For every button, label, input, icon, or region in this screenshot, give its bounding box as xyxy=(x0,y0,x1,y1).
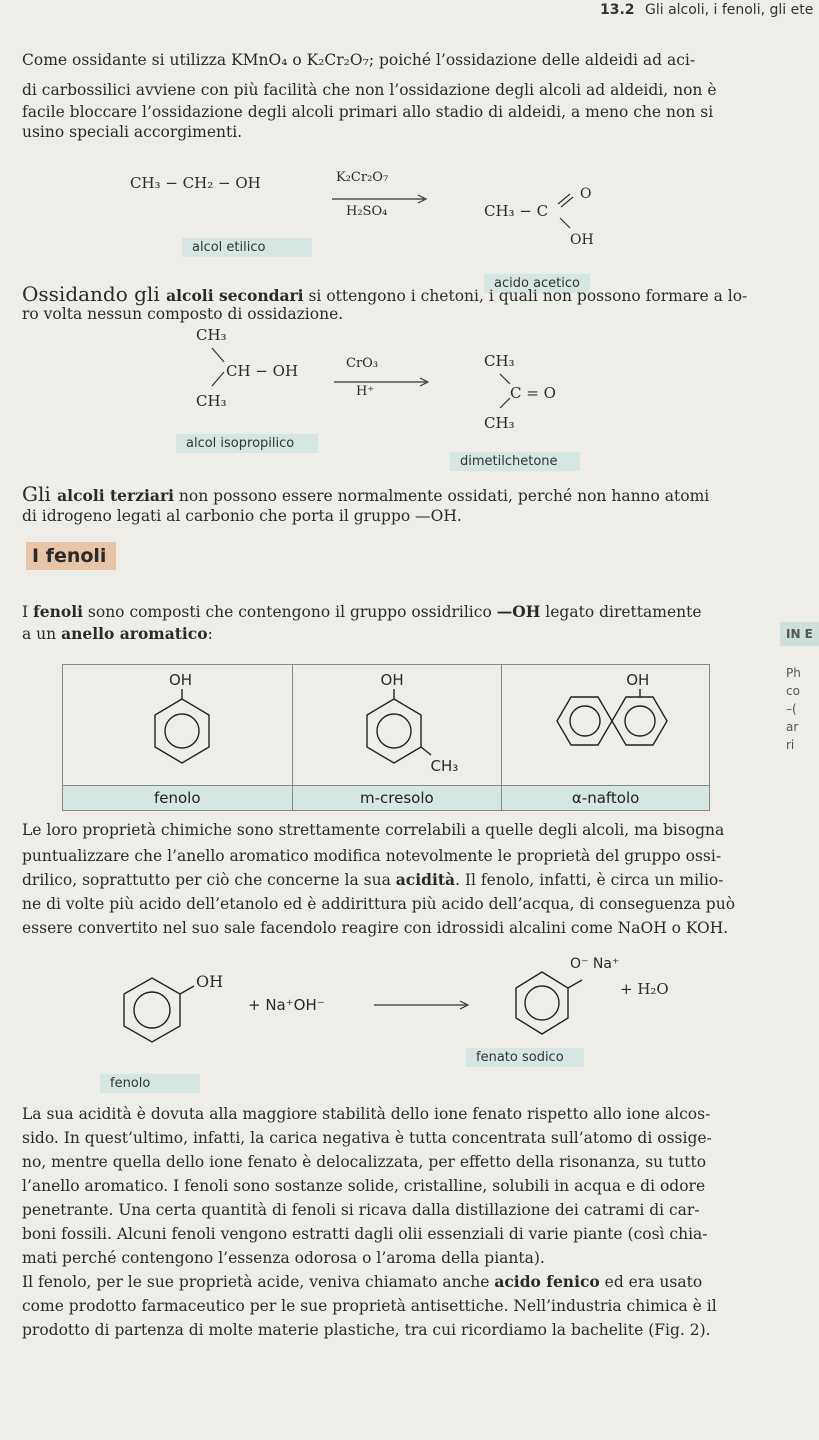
final-line-2: sido. In quest’ultimo, infatti, la carica negativa è tutta concentrata sull’atomo di ossige- xyxy=(22,1129,712,1147)
acetic-acid-formula: CH₃ − C xyxy=(484,202,549,220)
label-fenolo: fenolo xyxy=(100,1074,200,1093)
final-line-4: l’anello aromatico. I fenoli sono sostanze solide, cristalline, solubili in acqua e di odore xyxy=(22,1177,706,1195)
sidebar-line: Ph xyxy=(786,666,801,680)
label-dimetilchetone: dimetilchetone xyxy=(450,452,580,471)
sidebar-line: –( xyxy=(786,702,797,716)
m-cresolo-name: m-cresolo xyxy=(292,786,502,811)
naoh-reagent: + Na⁺OH⁻ xyxy=(248,996,325,1014)
phenolate-ion: O⁻ Na⁺ xyxy=(570,956,620,972)
properties-line-5: essere convertito nel suo sale facendolo reagire con idrossidi alcalini come NaOH o KOH. xyxy=(22,919,729,937)
ethanol-formula: CH₃ − CH₂ − OH xyxy=(130,174,261,192)
sidebar-heading: IN E xyxy=(780,622,819,646)
fenoli-def-line-2: a un anello aromatico: xyxy=(22,624,213,643)
properties-line-4: ne di volte più acido dell’etanolo ed è addirittura più acido dell’acqua, di conseguenza può xyxy=(22,895,736,913)
secondary-line-2: ro volta nessun composto di ossidazione. xyxy=(22,305,344,323)
sidebar-fragment xyxy=(786,664,801,754)
acetone-co: C = O xyxy=(510,384,556,402)
iso-ch3-bottom: CH₃ xyxy=(196,392,227,410)
benzene-ring-cresolo xyxy=(359,689,439,779)
m-cresolo-cell xyxy=(292,665,502,786)
final-line-1: La sua acidità è dovuta alla maggiore stabilità dello ione fenato rispetto allo ione alcos- xyxy=(22,1105,711,1123)
benzene-ring-fenolo xyxy=(147,689,217,779)
reagent-cro3: CrO₃ xyxy=(346,356,379,371)
final-line-5: penetrante. Una certa quantità di fenoli si ricava dalla distillazione dei catrami di car- xyxy=(22,1201,700,1219)
intro-line-4: usino speciali accorgimenti. xyxy=(22,123,243,141)
acetone-ch3-bottom: CH₃ xyxy=(484,414,515,432)
section-heading-fenoli: I fenoli xyxy=(26,542,116,570)
naftolo-oh: OH xyxy=(626,671,650,689)
section-title: Gli alcoli, i fenoli, gli ete xyxy=(645,2,814,18)
label-fenato-sodico: fenato sodico xyxy=(466,1048,584,1067)
properties-line-1: Le loro proprietà chimiche sono strettamente correlabili a quelle degli alcoli, ma bisogna xyxy=(22,821,725,839)
secondary-line-1: Ossidando gli alcoli secondari si ottengono i chetoni, i quali non possono formare a lo- xyxy=(22,282,748,306)
fenolo-oh: OH xyxy=(169,671,193,689)
final-line-9: come prodotto farmaceutico per le sue proprietà antisettiche. Nell’industria chimica è il xyxy=(22,1297,717,1315)
phenols-table xyxy=(62,664,710,811)
final-line-10: prodotto di partenza di molte materie plastiche, tra cui ricordiamo la bachelite (Fig. 2). xyxy=(22,1321,711,1339)
tertiary-line-1: Gli alcoli terziari non possono essere normalmente ossidati, perché non hanno atomi xyxy=(22,482,710,506)
final-line-7: mati perché contengono l’essenza odorosa o l’aroma della pianta). xyxy=(22,1249,545,1267)
m-cresolo-oh: OH xyxy=(380,671,404,689)
iso-ch-oh: CH − OH xyxy=(226,362,299,380)
water-product: + H₂O xyxy=(620,980,669,998)
section-number: 13.2 xyxy=(600,2,635,18)
m-cresolo-ch3: CH₃ xyxy=(430,757,459,775)
page-header xyxy=(600,2,813,18)
tertiary-line-2: di idrogeno legati al carbonio che porta il gruppo —OH. xyxy=(22,507,462,525)
naphthalene-rings xyxy=(556,689,676,759)
reagent-k2cr2o7: K₂Cr₂O₇ xyxy=(336,170,389,185)
acetone-ch3-top: CH₃ xyxy=(484,352,515,370)
carboxyl-oh: OH xyxy=(570,232,594,248)
carboxyl-o: O xyxy=(580,186,592,202)
fenolo-cell xyxy=(63,665,293,786)
intro-line-3: facile bloccare l’ossidazione degli alcoli primari allo stadio di aldeidi, a meno che non si xyxy=(22,103,714,121)
iso-ch3-top: CH₃ xyxy=(196,326,227,344)
phenol-oh: OH xyxy=(196,972,224,991)
intro-line-1: Come ossidante si utilizza KMnO₄ o K₂Cr₂O₇; poiché l’ossidazione delle aldeidi ad aci- xyxy=(22,51,696,69)
sidebar-line: ri xyxy=(786,738,795,752)
label-alcol-isopropilico: alcol isopropilico xyxy=(176,434,318,453)
fenolo-name: fenolo xyxy=(63,786,293,811)
label-alcol-etilico: alcol etilico xyxy=(182,238,312,257)
final-line-8: Il fenolo, per le sue proprietà acide, veniva chiamato anche acido fenico ed era usato xyxy=(22,1272,703,1291)
intro-line-2: di carbossilici avviene con più facilità che non l’ossidazione degli alcoli ad aldeidi, non è xyxy=(22,81,717,99)
final-line-6: boni fossili. Alcuni fenoli vengono estratti dagli olii essenziali di varie piante (così chia- xyxy=(22,1225,708,1243)
reaction-arrow-1 xyxy=(332,194,432,204)
reaction-arrow-3 xyxy=(374,1000,474,1010)
sidebar-line: ar xyxy=(786,720,799,734)
properties-line-2: puntualizzare che l’anello aromatico modifica notevolmente le proprietà del gruppo ossi- xyxy=(22,847,722,865)
reagent-h2so4: H₂SO₄ xyxy=(346,204,388,219)
properties-line-3: drilico, soprattutto per ciò che concerne la sua acidità. Il fenolo, infatti, è circa un milio- xyxy=(22,870,724,889)
naftolo-cell xyxy=(502,665,710,786)
label-acido-acetico: acido acetico xyxy=(484,274,590,293)
reagent-h-plus: H⁺ xyxy=(356,384,375,399)
fenoli-def-line-1: I fenoli sono composti che contengono il gruppo ossidrilico —OH legato direttamente xyxy=(22,602,702,621)
sidebar-line: co xyxy=(786,684,800,698)
naftolo-name: α-naftolo xyxy=(502,786,710,811)
final-line-3: no, mentre quella dello ione fenato è delocalizzata, per effetto della risonanza, su tutto xyxy=(22,1153,707,1171)
reaction-arrow-2 xyxy=(334,377,434,387)
